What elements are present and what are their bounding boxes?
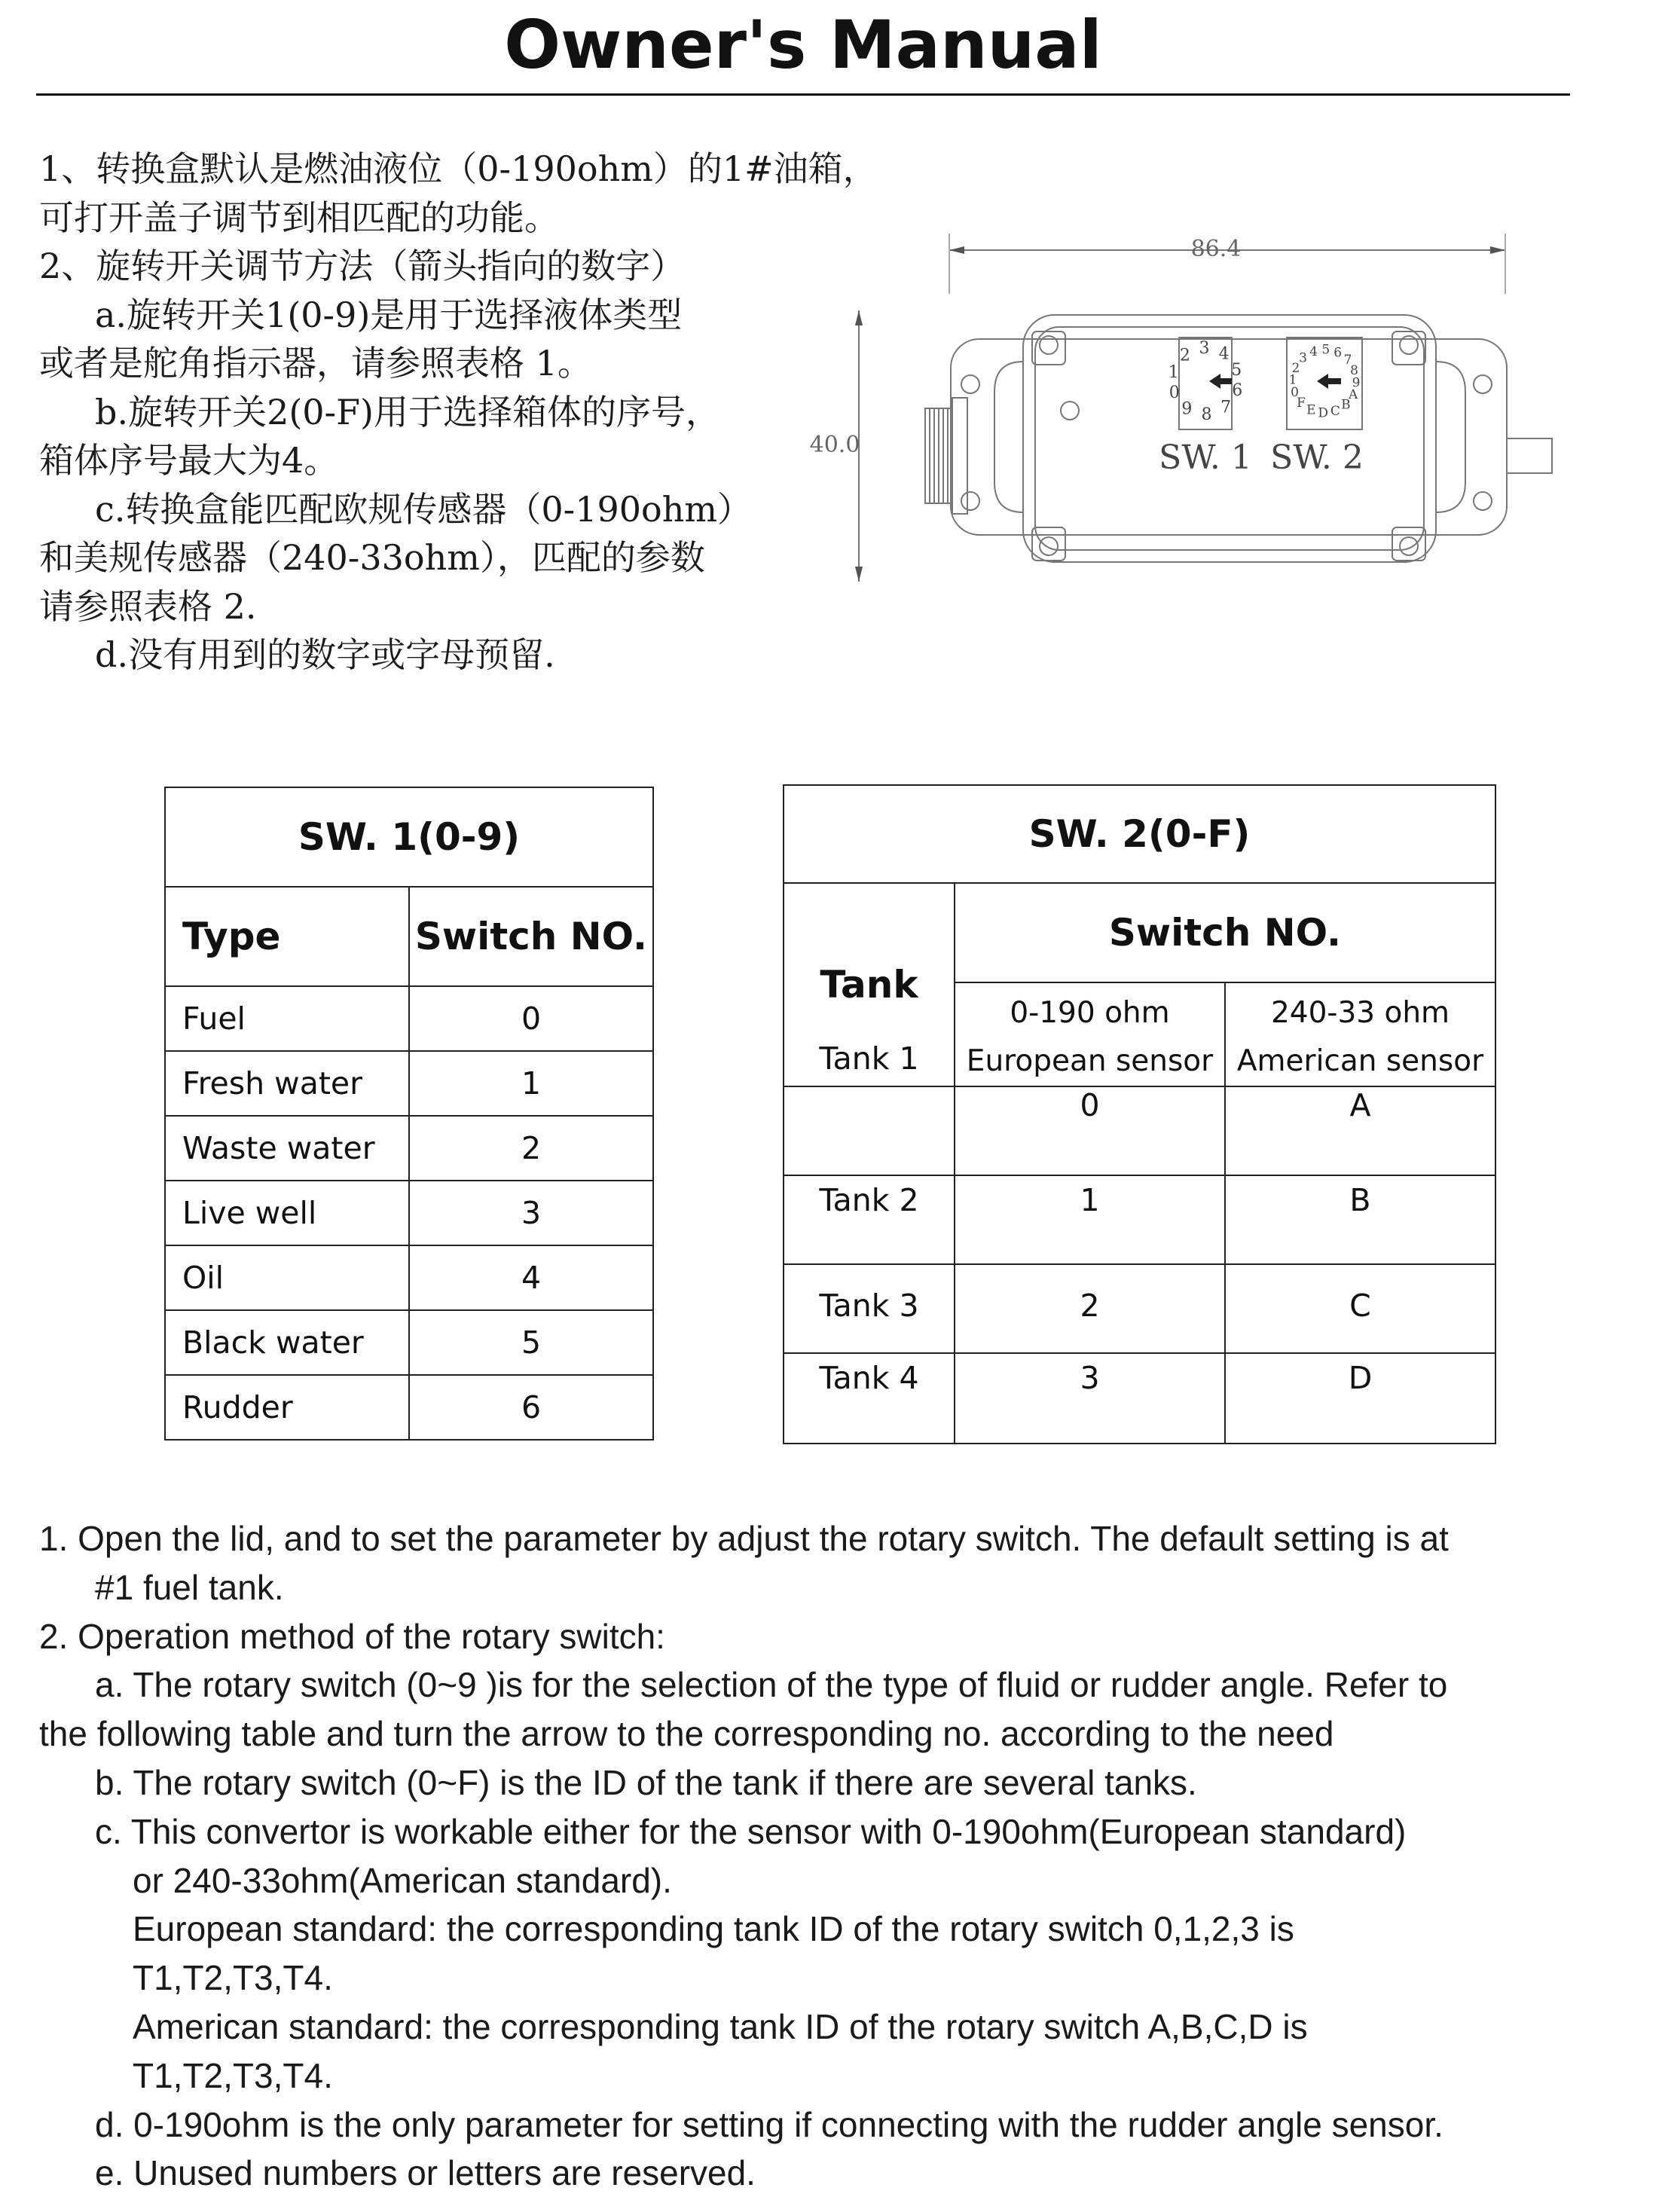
sw1-col-type: Type [165,887,409,986]
tank-name: Tank 4 [784,1353,955,1444]
eu-switch-value: 3 [955,1353,1225,1444]
cn-note-line: c.转换盒能匹配欧规传感器（0-190ohm） [95,488,752,530]
fluid-type: Oil [165,1245,409,1310]
dial-digit: C [1330,404,1340,419]
american-sensor-header [1225,982,1495,1086]
cn-note-line: 可打开盖子调节到相匹配的功能。 [39,197,559,238]
english-instructions [39,1514,1636,2198]
cn-note-line: 请参照表格 2. [39,585,257,627]
sw1-arrow-icon [1209,374,1232,389]
en-note-line: European standard: the corresponding tank ID of the rotary switch 0,1,2,3 is [133,1909,1294,1949]
height-dimension-label: 40.0 [809,432,860,458]
dial-digit: 0 [1291,384,1299,400]
eu-switch-value: 0 [955,1086,1225,1175]
en-note-line: e. Unused numbers or letters are reserved. [95,2153,756,2193]
dial-digit: 9 [1181,399,1193,419]
switch-number: 0 [409,986,653,1051]
dial-digit: 4 [1309,344,1318,359]
european-sensor-header [955,982,1225,1086]
eu-range: 0-190 ohm [1010,996,1170,1030]
cn-note-line: d.没有用到的数字或字母预留. [95,634,555,675]
dial-digit: A [1348,387,1358,403]
en-note-line: #1 fuel tank. [95,1567,284,1607]
table-row [784,1086,1495,1175]
cn-note-line: 2、旋转开关调节方法（箭头指向的数字） [39,246,686,286]
cn-note-line: a.旋转开关1(0-9)是用于选择液体类型 [95,294,683,335]
table-row [165,986,653,1051]
dial-digit: 0 [1169,383,1180,402]
sw1-table [164,787,654,1441]
sw2-table-title: SW. 2(0-F) [784,785,1495,883]
dial-digit: 2 [1291,360,1300,376]
en-note-line: d. 0-190ohm is the only parameter for setting if connecting with the rudder angle sensor. [95,2104,1443,2144]
fluid-type: Rudder [165,1375,409,1440]
en-note-line: American standard: the corresponding tank ID of the rotary switch A,B,C,D is [133,2006,1308,2046]
fluid-type: Waste water [165,1116,409,1181]
dial-digit: 4 [1218,344,1230,364]
en-note-line: T1,T2,T3,T4. [133,2055,333,2095]
table-row [784,1353,1495,1444]
tank-name: Tank 3 [784,1264,955,1353]
dial-digit: D [1318,405,1329,421]
mounting-hole [961,375,979,393]
us-range: 240-33 ohm [1270,996,1450,1030]
sw1-col-switch: Switch NO. [409,887,653,986]
tank-name: Tank 2 [784,1175,955,1264]
us-switch-value: B [1225,1175,1495,1264]
title-underline [36,93,1570,96]
us-label: American sensor [1236,1044,1484,1078]
sw2-table [783,784,1496,1444]
fluid-type: Fresh water [165,1051,409,1116]
switch-number: 4 [409,1245,653,1310]
chinese-instructions [39,145,898,680]
dial-digit: 5 [1321,342,1330,358]
eu-switch-value: 2 [955,1264,1225,1353]
table-row [165,1310,653,1375]
dial-digit: 9 [1352,375,1361,391]
eu-switch-value: 1 [955,1175,1225,1264]
dial-digit: F [1297,395,1306,411]
switch-number: 5 [409,1310,653,1375]
dial-digit: 3 [1299,350,1308,366]
right-connector [1507,438,1552,473]
en-note-line: 2. Operation method of the rotary switch: [39,1616,665,1656]
dial-digit: E [1306,402,1316,418]
fluid-type: Black water [165,1310,409,1375]
us-switch-value: D [1225,1353,1495,1444]
tank-name: Tank 1 [784,1040,955,1129]
en-note-line: a. The rotary switch (0~9 )is for the selection of the type of fluid or rudder angle. Refer to [95,1665,1448,1705]
dial-digit: 6 [1333,345,1343,361]
page-title: Owner's Manual [504,6,1102,84]
sw1-table-title: SW. 1(0-9) [165,787,653,887]
dial-digit: 7 [1343,353,1352,368]
dial-digit: 7 [1220,398,1232,417]
sw1-label: SW. 1 [1159,438,1252,477]
mounting-hole [961,492,979,510]
en-note-line: T1,T2,T3,T4. [133,1958,333,1998]
en-note-line: 1. Open the lid, and to set the parameter by adjust the rotary switch. The default setting is at [39,1519,1449,1558]
en-note-line: b. The rotary switch (0~F) is the ID of the tank if there are several tanks. [95,1762,1197,1802]
dial-digit: B [1341,397,1351,413]
en-note-line: the following table and turn the arrow to the corresponding no. according to the need [39,1714,1334,1754]
dial-digit: 5 [1231,361,1242,380]
switch-number: 3 [409,1181,653,1245]
table-row [165,1116,653,1181]
switch-number: 2 [409,1116,653,1181]
dial-digit: 3 [1199,339,1210,358]
sw2-col-tank: Tank [784,883,955,1086]
sw2-arrow-icon [1317,374,1341,389]
table-row [784,1175,1495,1264]
table-row [165,1051,653,1116]
dial-digit: 8 [1350,363,1358,379]
eu-label: European sensor [966,1044,1214,1078]
width-dimension-label: 86.4 [1190,236,1242,262]
dial-digit: 1 [1168,362,1179,382]
cn-note-line: 和美规传感器（240-33ohm），匹配的参数 [39,537,705,578]
converter-box-diagram [809,226,1582,603]
mounting-hole [1474,492,1492,510]
en-note-line: or 240-33ohm(American standard). [133,1860,672,1900]
dial-digit: 8 [1201,405,1212,424]
us-switch-value: C [1225,1264,1495,1353]
dial-digit: 1 [1288,372,1297,388]
table-row [165,1181,653,1245]
us-switch-value: A [1225,1086,1495,1175]
table-row [165,1375,653,1440]
cn-note-line: b.旋转开关2(0-F)用于选择箱体的序号， [95,391,720,432]
en-note-line: c. This convertor is workable either for the sensor with 0-190ohm(European standard) [95,1811,1407,1851]
switch-number: 6 [409,1375,653,1440]
table-row [784,1264,1495,1353]
sw2-col-switch: Switch NO. [955,883,1495,982]
cn-note-line: 箱体序号最大为4。 [39,440,339,481]
sw2-label: SW. 2 [1270,438,1364,477]
cn-note-line: 1、转换盒默认是燃油液位（0-190ohm）的1#油箱， [39,148,878,189]
table-row [165,1245,653,1310]
cn-note-line: 或者是舵角指示器，请参照表格 1。 [39,343,592,383]
dial-digit: 2 [1179,346,1190,365]
mounting-hole [1474,375,1492,393]
switch-number: 1 [409,1051,653,1116]
fluid-type: Live well [165,1181,409,1245]
fluid-type: Fuel [165,986,409,1051]
dial-digit: 6 [1232,381,1243,401]
